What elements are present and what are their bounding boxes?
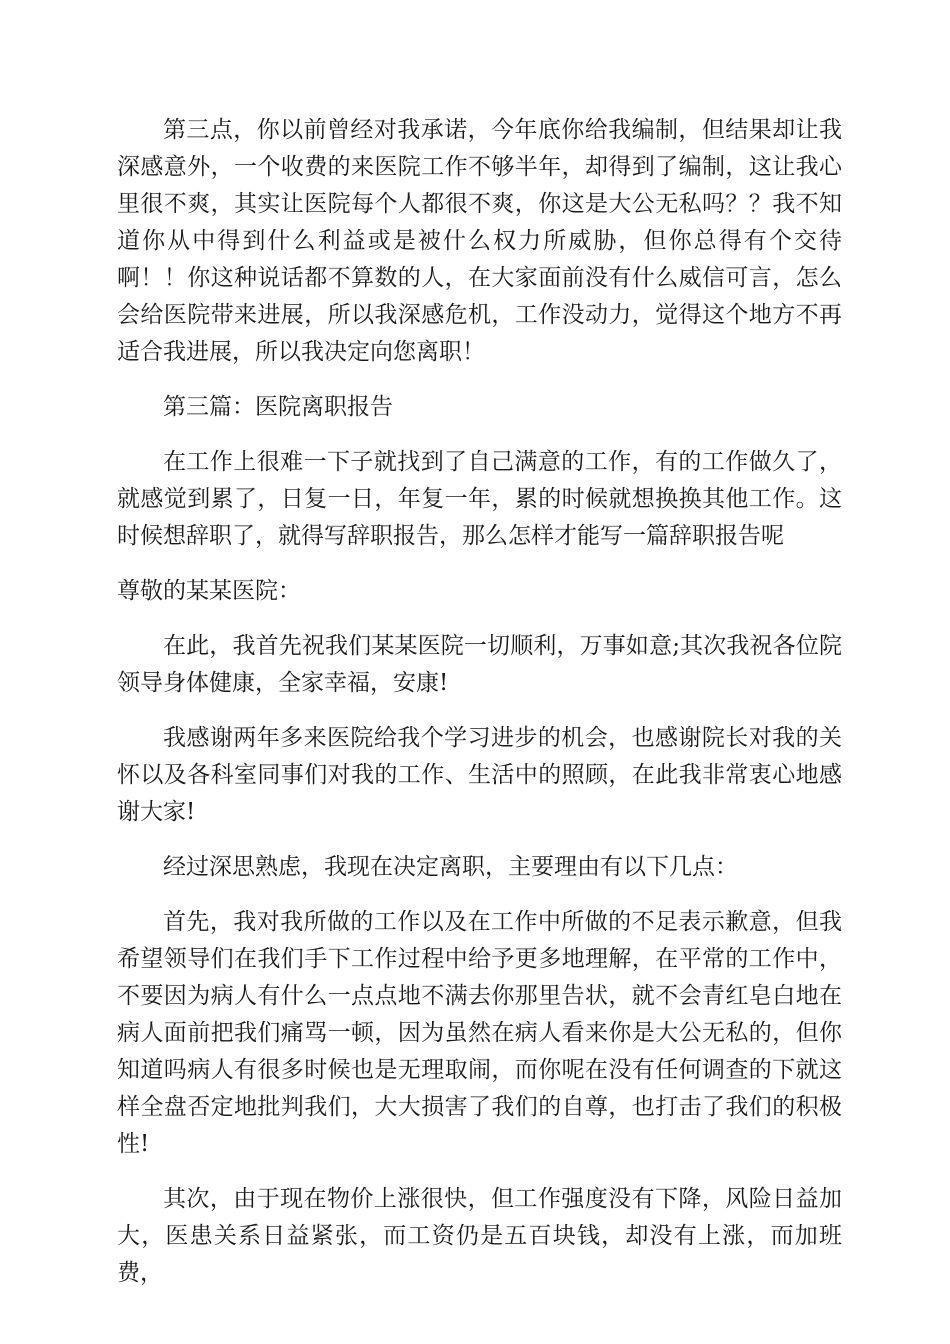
salutation: 尊敬的某某医院：: [117, 578, 301, 604]
document-page: [117, 112, 842, 1292]
paragraph-greeting: 在此，我首先祝我们某某医院一切顺利，万事如意;其次我祝各位院领导身体健康，全家幸福，安康!: [117, 633, 842, 696]
paragraph-point-three: 第三点，你以前曾经对我承诺，今年底你给我编制，但结果却让我深感意外，一个收费的来医院工作不够半年，却得到了编制，这让我心里很不爽，其实让医院每个人都很不爽，你这是大公无私吗？？我不知道你从中得到什么利益或是被什么权力所威胁，但你总得有个交待啊！！你这种说话都不算数的人，在大家面前没有什么威信可言，怎么会给医院带来进展，所以我深感危机，工作没动力，觉得这个地方不再适合我进展，所以我决定向您离职！: [117, 117, 842, 365]
paragraph-first-reason: 首先，我对我所做的工作以及在工作中所做的不足表示歉意，但我希望领导们在我们手下工作过程中给予更多地理解，在平常的工作中，不要因为病人有什么一点点地不满去你那里告状，就不会青红皂白地在病人面前把我们痛骂一顿，因为虽然在病人看来你是大公无私的，但你知道吗病人有很多时候也是无理取闹，而你呢在没有任何调查的下就这样全盘否定地批判我们，大大损害了我们的自尊，也打击了我们的积极性!: [117, 909, 842, 1157]
paragraph-thanks: 我感谢两年多来医院给我个学习进步的机会，也感谢院长对我的关怀以及各科室同事们对我的工作、生活中的照顾，在此我非常衷心地感谢大家!: [117, 725, 842, 825]
paragraph-intro: 在工作上很难一下子就找到了自己满意的工作，有的工作做久了，就感觉到累了，日复一日，年复一年，累的时候就想换换其他工作。这时候想辞职了，就得写辞职报告，那么怎样才能写一篇辞职报告呢: [117, 449, 842, 549]
paragraph-second-reason: 其次，由于现在物价上涨很快，但工作强度没有下降，风险日益加大，医患关系日益紧张，而工资仍是五百块钱，却没有上涨，而加班费，: [117, 1186, 842, 1286]
paragraph-decision: 经过深思熟虑，我现在决定离职，主要理由有以下几点：: [163, 854, 738, 880]
section-heading: 第三篇：医院离职报告: [163, 394, 393, 420]
